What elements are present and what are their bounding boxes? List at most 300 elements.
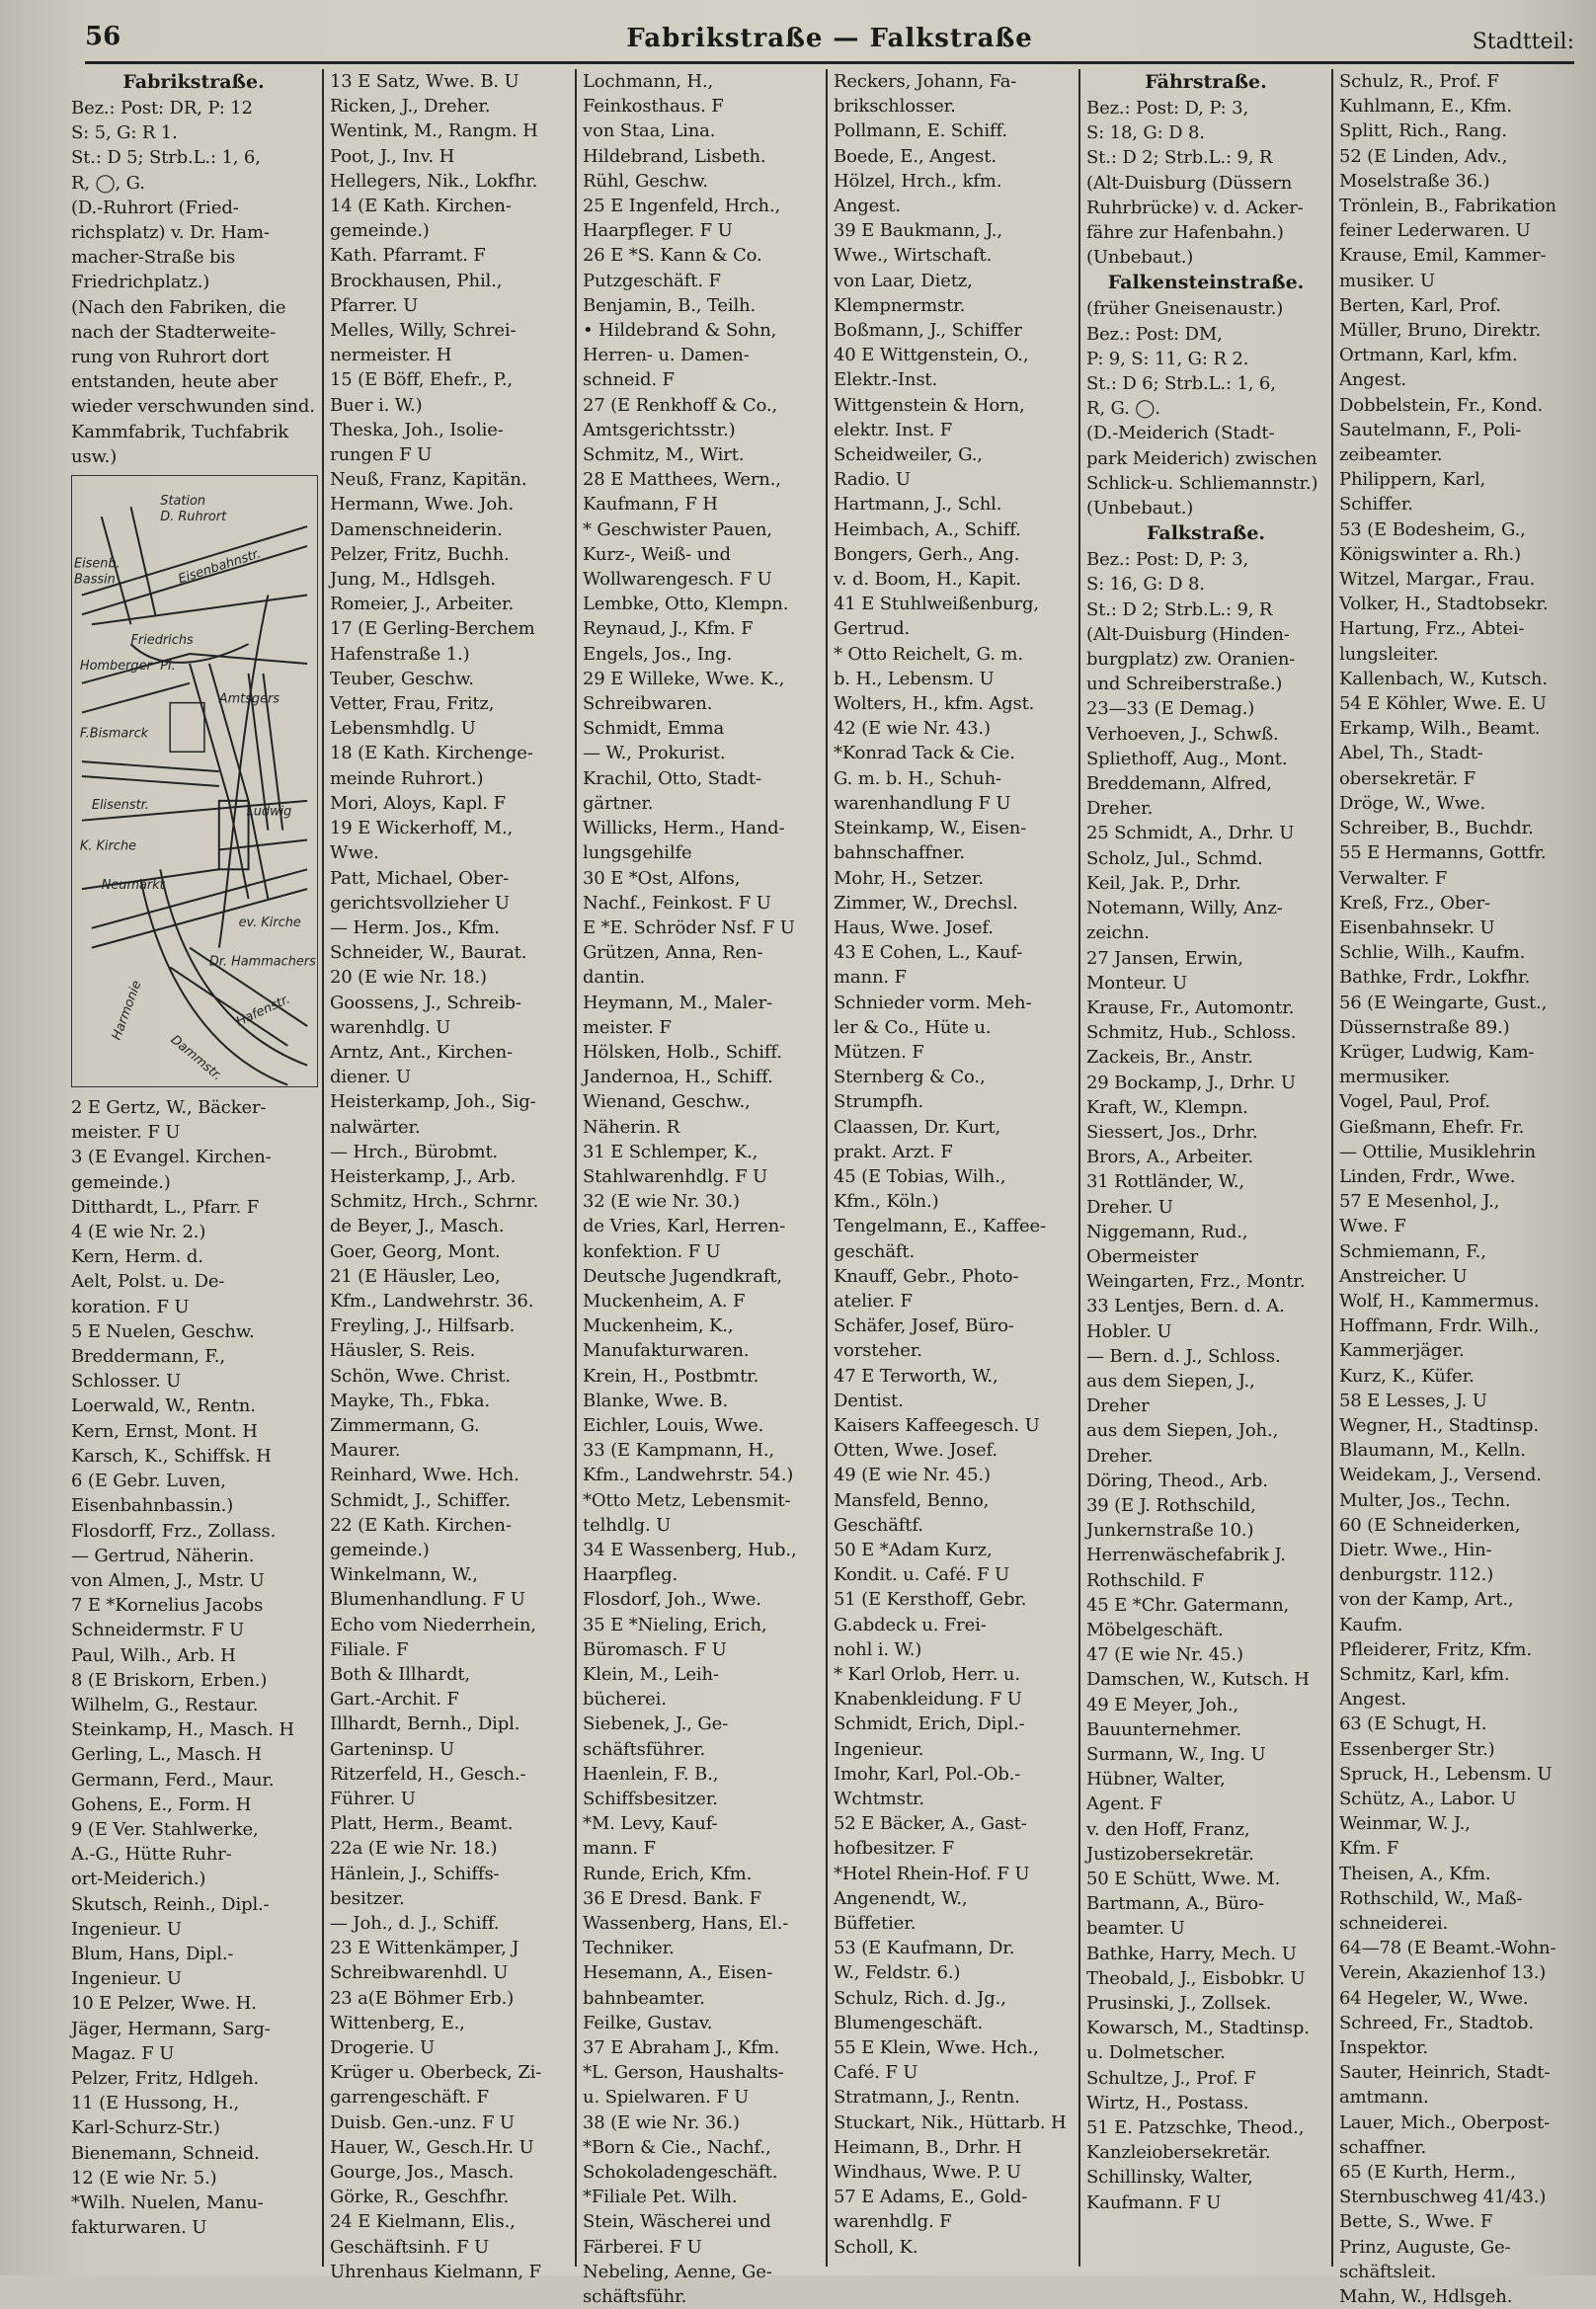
directory-entry: Schmidt, J., Schiffer. bbox=[330, 1489, 511, 1511]
directory-entry: 32 (E wie Nr. 30.) bbox=[583, 1191, 740, 1213]
directory-entry: Rothschild, W., Maß- bbox=[1339, 1887, 1523, 1909]
directory-entry: Flosdorff, Frz., Zollass. bbox=[71, 1520, 277, 1542]
map-label: Ludwig bbox=[246, 804, 292, 820]
directory-entry: Theisen, A., Kfm. bbox=[1339, 1863, 1491, 1884]
directory-entry: Herren- u. Damen- bbox=[583, 345, 750, 366]
directory-entry: Echo vom Niederrhein, bbox=[330, 1614, 536, 1635]
directory-entry: Goer, Georg, Mont. bbox=[330, 1240, 501, 1262]
directory-entry: 25 Schmidt, A., Drhr. U bbox=[1086, 823, 1295, 844]
map-label: Homberger bbox=[79, 658, 152, 674]
directory-entry: Grützen, Anna, Ren- bbox=[583, 942, 763, 964]
directory-entry: 22a (E wie Nr. 18.) bbox=[330, 1838, 498, 1860]
directory-entry: Heimbach, A., Schiff. bbox=[834, 518, 1021, 540]
directory-entry: 23—33 (E Demag.) bbox=[1086, 698, 1255, 720]
directory-entry: bahnschaffner. bbox=[834, 842, 965, 864]
directory-entry: Both & Illhardt, bbox=[330, 1664, 470, 1685]
directory-entry: Kanzleiobersekretär. bbox=[1086, 2142, 1271, 2164]
directory-entry: Angenendt, W., bbox=[834, 1887, 968, 1909]
directory-entry: 53 (E Bodesheim, G., bbox=[1339, 518, 1526, 540]
directory-entry: ort-Meiderich.) bbox=[71, 1869, 206, 1890]
directory-entry: Hübner, Walter, bbox=[1086, 1769, 1226, 1791]
directory-entry: Sautelmann, F., Poli- bbox=[1339, 419, 1522, 440]
directory-entry: Freyling, J., Hilfsarb. bbox=[330, 1315, 516, 1337]
directory-entry: 29 Bockamp, J., Drhr. U bbox=[1086, 1072, 1296, 1093]
directory-entry: Kfm., Landwehrstr. 36. bbox=[330, 1290, 534, 1312]
directory-entry: W., Feldstr. 6.) bbox=[834, 1962, 961, 1984]
directory-entry: Elektr.-Inst. bbox=[834, 369, 938, 391]
directory-entry: Benjamin, B., Teilh. bbox=[583, 294, 757, 316]
directory-entry: Wegner, H., Stadtinsp. bbox=[1339, 1414, 1539, 1436]
directory-entry: Schokoladengeschäft. bbox=[583, 2162, 778, 2184]
directory-entry: * Geschwister Pauen, bbox=[583, 518, 772, 540]
directory-entry: 22 (E Kath. Kirchen- bbox=[330, 1514, 512, 1536]
directory-entry: 9 (E Ver. Stahlwerke, bbox=[71, 1818, 259, 1840]
directory-entry: Mori, Aloys, Kapl. F bbox=[330, 792, 506, 814]
directory-entry: Scheidweiler, G., bbox=[834, 444, 983, 466]
directory-entry: Sternbuschweg 41/43.) bbox=[1339, 2187, 1547, 2208]
directory-entry: 23 a(E Böhmer Erb.) bbox=[330, 1987, 515, 2009]
directory-entry: v. d. Boom, H., Kapit. bbox=[834, 569, 1021, 591]
directory-entry: 27 Jansen, Erwin, bbox=[1086, 947, 1243, 969]
directory-entry: Stuckart, Nik., Hüttarb. H bbox=[834, 2111, 1067, 2133]
directory-entry: 23 E Wittenkämper, J bbox=[330, 1938, 519, 1959]
directory-entry: Schneidermstr. F U bbox=[71, 1620, 245, 1641]
directory-entry: Weinmar, W. J., bbox=[1339, 1813, 1471, 1835]
directory-entry: Steinkamp, W., Eisen- bbox=[834, 818, 1027, 839]
directory-entry: 39 (E J. Rothschild, bbox=[1086, 1494, 1256, 1516]
directory-entry: Kern, Herm. d. bbox=[71, 1246, 203, 1268]
directory-entry: mann. F bbox=[583, 1838, 656, 1860]
directory-entry: Amtsgerichtsstr.) bbox=[583, 419, 736, 440]
directory-entry: G.abdeck u. Frei- bbox=[834, 1614, 987, 1635]
directory-entry: Schiffsbesitzer. bbox=[583, 1789, 718, 1810]
directory-entry: S: 16, G: D 8. bbox=[1086, 574, 1205, 596]
directory-entry: 34 E Wassenberg, Hub., bbox=[583, 1539, 797, 1560]
directory-entry: Büffetier. bbox=[834, 1913, 917, 1935]
directory-entry: 31 Rottländer, W., bbox=[1086, 1171, 1244, 1193]
directory-entry: Wittgenstein & Horn, bbox=[834, 394, 1025, 416]
directory-entry: Hobler. U bbox=[1086, 1320, 1172, 1342]
directory-entry: Herrenwäschefabrik J. bbox=[1086, 1545, 1286, 1566]
directory-entry: (D.-Ruhrort (Fried- bbox=[71, 197, 239, 218]
directory-entry: Brockhausen, Phil., bbox=[330, 270, 503, 291]
directory-entry: Schlie, Wilh., Kaufm. bbox=[1339, 942, 1526, 964]
directory-entry: macher-Straße bis bbox=[71, 247, 236, 269]
directory-entry: garrengeschäft. F bbox=[330, 2087, 489, 2109]
directory-entry: Bez.: Post: D, P: 3, bbox=[1086, 549, 1249, 571]
page-title: Fabrikstraße — Falkstraße bbox=[626, 24, 1033, 53]
directory-entry: gemeinde.) bbox=[330, 1539, 430, 1560]
directory-entry: 47 (E wie Nr. 45.) bbox=[1086, 1644, 1243, 1666]
map-label: K. Kirche bbox=[79, 838, 137, 854]
directory-entry: 64—78 (E Beamt.-Wohn- bbox=[1339, 1938, 1556, 1959]
directory-entry: Wollwarengesch. F U bbox=[583, 569, 772, 591]
directory-entry: de Vries, Karl, Herren- bbox=[583, 1216, 786, 1237]
directory-entry: Königswinter a. Rh.) bbox=[1339, 543, 1521, 565]
directory-entry: Haarpfleg. bbox=[583, 1564, 678, 1586]
directory-entry: wieder verschwunden sind. bbox=[71, 396, 315, 418]
directory-entry: Weingarten, Frz., Montr. bbox=[1086, 1271, 1306, 1293]
directory-entry: Vogel, Paul, Prof. bbox=[1339, 1091, 1490, 1113]
directory-entry: Eisenbahnbassin.) bbox=[71, 1495, 234, 1517]
directory-entry: Pfarrer. U bbox=[330, 294, 419, 316]
directory-entry: (früher Gneisenaustr.) bbox=[1086, 298, 1284, 320]
directory-entry: (Unbebaut.) bbox=[1086, 247, 1194, 269]
directory-entry: Siebenek, J., Ge- bbox=[583, 1713, 729, 1735]
directory-entry: besitzer. bbox=[330, 1887, 405, 1909]
page-number: 56 bbox=[85, 22, 121, 51]
directory-entry: 55 E Klein, Wwe. Hch., bbox=[834, 2037, 1039, 2059]
directory-entry: 27 (E Renkhoff & Co., bbox=[583, 394, 778, 416]
directory-entry: 50 E *Adam Kurz, bbox=[834, 1539, 993, 1560]
directory-entry: E *E. Schröder Nsf. F U bbox=[583, 916, 795, 938]
directory-entry: — Joh., d. J., Schiff. bbox=[330, 1913, 500, 1935]
directory-entry: Kfm., Landwehrstr. 54.) bbox=[583, 1465, 794, 1486]
directory-entry: 40 E Wittgenstein, O., bbox=[834, 345, 1029, 366]
directory-entry: Krüger u. Oberbeck, Zi- bbox=[330, 2062, 542, 2084]
directory-entry: 45 (E Tobias, Wilh., bbox=[834, 1165, 1006, 1187]
directory-entry: Schäfer, Josef, Büro- bbox=[834, 1315, 1014, 1337]
directory-entry: Blanke, Wwe. B. bbox=[583, 1390, 729, 1411]
directory-entry: Häusler, S. Reis. bbox=[330, 1340, 476, 1362]
directory-entry: Damenschneiderin. bbox=[330, 518, 503, 540]
directory-entry: *Otto Metz, Lebensmit- bbox=[583, 1489, 791, 1511]
directory-entry: Schlosser. U bbox=[71, 1371, 182, 1393]
directory-entry: Pelzer, Fritz, Hdlgeh. bbox=[71, 2067, 260, 2089]
directory-entry: Wassenberg, Hans, El.- bbox=[583, 1913, 789, 1935]
directory-entry: beamter. U bbox=[1086, 1918, 1185, 1940]
directory-entry: 11 (E Hussong, H., bbox=[71, 2093, 240, 2114]
directory-entry: Schmidt, Erich, Dipl.- bbox=[834, 1713, 1025, 1735]
directory-entry: Techniker. bbox=[583, 1938, 675, 1959]
column-2 bbox=[324, 69, 577, 2282]
directory-entry: richsplatz) v. Dr. Ham- bbox=[71, 222, 270, 244]
directory-entry: park Meiderich) zwischen bbox=[1086, 447, 1317, 469]
directory-entry: Hafenstraße 1.) bbox=[330, 643, 470, 665]
directory-entry: Buer i. W.) bbox=[330, 394, 423, 416]
directory-entry: Arntz, Ant., Kirchen- bbox=[330, 1041, 514, 1063]
directory-entry: 53 (E Kaufmann, Dr. bbox=[834, 1938, 1015, 1959]
map-label: F.Bismarck bbox=[79, 726, 149, 742]
directory-entry: Wirtz, H., Postass. bbox=[1086, 2092, 1249, 2113]
directory-entry: 13 E Satz, Wwe. B. U bbox=[330, 71, 519, 92]
directory-entry: mann. F bbox=[834, 967, 907, 989]
directory-entry: Gart.-Archit. F bbox=[330, 1689, 459, 1711]
directory-entry: S: 5, G: R 1. bbox=[71, 122, 178, 144]
directory-entry: Schmiemann, F., bbox=[1339, 1240, 1486, 1262]
directory-entry: Trönlein, B., Fabrikation bbox=[1339, 196, 1556, 217]
directory-entry: Bauunternehmer. bbox=[1086, 1718, 1241, 1740]
directory-entry: Friedrichplatz.) bbox=[71, 272, 210, 293]
directory-entry: Wwe. F bbox=[1339, 1216, 1406, 1237]
directory-entry: * Otto Reichelt, G. m. bbox=[834, 643, 1023, 665]
directory-entry: Agent. F bbox=[1086, 1793, 1162, 1815]
directory-entry: Windhaus, Wwe. P. U bbox=[834, 2162, 1021, 2184]
directory-entry: 19 E Wickerhoff, M., bbox=[330, 818, 514, 839]
directory-entry: Haarpfleger. F U bbox=[583, 220, 733, 242]
directory-entry: warenhdlg. F bbox=[834, 2211, 952, 2233]
directory-entry: *Wilh. Nuelen, Manu- bbox=[71, 2191, 264, 2213]
directory-entry: Sternberg & Co., bbox=[834, 1067, 986, 1088]
directory-entry: Schillinsky, Walter, bbox=[1086, 2167, 1253, 2189]
directory-entry: Hölzel, Hrch., kfm. bbox=[834, 170, 1002, 192]
map-label: Eisenb. bbox=[73, 556, 120, 572]
directory-entry: nalwärter. bbox=[330, 1116, 421, 1138]
directory-entry: 57 E Adams, E., Gold- bbox=[834, 2187, 1028, 2208]
directory-entry: Jung, M., Hdlsgeh. bbox=[330, 569, 496, 591]
directory-entry: 15 (E Böff, Ehefr., P., bbox=[330, 369, 513, 391]
directory-entry: Nebeling, Aenne, Ge- bbox=[583, 2261, 772, 2282]
directory-entry: 29 E Willeke, Wwe. K., bbox=[583, 668, 785, 689]
directory-entry: Pelzer, Fritz, Buchh. bbox=[330, 543, 510, 565]
directory-entry: Prusinski, J., Zollsek. bbox=[1086, 1993, 1272, 2015]
directory-entry: Mohr, H., Setzer. bbox=[834, 867, 984, 889]
directory-entry: Ritzerfeld, H., Gesch.- bbox=[330, 1763, 526, 1785]
directory-entry: warenhandlung F U bbox=[834, 792, 1011, 814]
directory-entry: Mützen. F bbox=[834, 1041, 924, 1063]
directory-entry: Filiale. F bbox=[330, 1638, 409, 1660]
directory-entry: Kallenbach, W., Kutsch. bbox=[1339, 668, 1548, 689]
directory-entry: 52 E Bäcker, A., Gast- bbox=[834, 1813, 1027, 1835]
directory-entry: Teuber, Geschw. bbox=[330, 668, 474, 689]
directory-entry: Dentist. bbox=[834, 1390, 904, 1411]
directory-entry: Wentink, M., Rangm. H bbox=[330, 120, 538, 142]
map-label: Friedrichs bbox=[130, 633, 194, 649]
column-4 bbox=[828, 69, 1080, 2267]
directory-entry: Muckenheim, K., bbox=[583, 1315, 734, 1337]
directory-entry: Vetter, Frau, Fritz, bbox=[330, 693, 495, 715]
directory-entry: Haenlein, F. B., bbox=[583, 1763, 719, 1785]
directory-entry: Bathke, Frdr., Lokfhr. bbox=[1339, 967, 1531, 989]
directory-entry: Witzel, Margar., Frau. bbox=[1339, 569, 1536, 591]
directory-entry: Dietr. Wwe., Hin- bbox=[1339, 1539, 1492, 1560]
directory-entry: 18 (E Kath. Kirchenge- bbox=[330, 743, 533, 764]
directory-entry: Blumengeschäft. bbox=[834, 2012, 984, 2033]
directory-entry: Gohens, E., Form. H bbox=[71, 1793, 252, 1815]
directory-entry: Boßmann, J., Schiffer bbox=[834, 320, 1022, 342]
directory-entry: 58 E Lesses, J. U bbox=[1339, 1390, 1487, 1411]
directory-entry: Loerwald, W., Rentn. bbox=[71, 1395, 256, 1417]
directory-entry: 5 E Nuelen, Geschw. bbox=[71, 1320, 255, 1342]
directory-entry: telhdlg. U bbox=[583, 1514, 672, 1536]
directory-entry: Krause, Emil, Kammer- bbox=[1339, 245, 1547, 267]
directory-entry: Schiffer. bbox=[1339, 494, 1413, 516]
directory-entry: Lebensmhdlg. U bbox=[330, 718, 476, 740]
directory-entry: — Herm. Jos., Kfm. bbox=[330, 916, 500, 938]
directory-entry: mermusiker. bbox=[1339, 1067, 1451, 1088]
directory-entry: nach der Stadterweite- bbox=[71, 321, 277, 343]
directory-entry: Kurz-, Weiß- und bbox=[583, 543, 731, 565]
directory-entry: Tengelmann, E., Kaffee- bbox=[834, 1216, 1046, 1237]
directory-entry: 21 (E Häusler, Leo, bbox=[330, 1265, 501, 1287]
directory-entry: *Filiale Pet. Wilh. bbox=[583, 2187, 738, 2208]
directory-entry: Ingenieur. bbox=[834, 1738, 924, 1760]
directory-entry: Patt, Michael, Ober- bbox=[330, 867, 510, 889]
directory-entry: Klempnermstr. bbox=[834, 294, 966, 316]
directory-entry: Dreher. bbox=[1086, 1445, 1154, 1467]
directory-entry: Aelt, Polst. u. De- bbox=[71, 1271, 225, 1293]
directory-entry: Dreher. U bbox=[1086, 1196, 1173, 1218]
directory-entry: bahnbeamter. bbox=[583, 1987, 705, 2009]
directory-entry: Abel, Th., Stadt- bbox=[1339, 743, 1483, 764]
directory-entry: (Nach den Fabriken, die bbox=[71, 296, 286, 318]
directory-entry: Karl-Schurz-Str.) bbox=[71, 2117, 220, 2139]
directory-entry: Kammerjäger. bbox=[1339, 1340, 1465, 1362]
directory-entry: Scholz, Jul., Schmd. bbox=[1086, 847, 1263, 869]
directory-entry: Wwe. bbox=[330, 842, 379, 864]
directory-entry: Ricken, J., Dreher. bbox=[330, 96, 491, 118]
directory-entry: nermeister. H bbox=[330, 345, 452, 366]
directory-entry: Drogerie. U bbox=[330, 2037, 436, 2059]
directory-entry: Krüger, Ludwig, Kam- bbox=[1339, 1041, 1535, 1063]
directory-entry: Wilhelm, G., Restaur. bbox=[71, 1694, 259, 1715]
directory-entry: Neuß, Franz, Kapitän. bbox=[330, 469, 527, 491]
directory-entry: Schmitz, Hub., Schloss. bbox=[1086, 1022, 1297, 1044]
directory-entry: Reinhard, Wwe. Hch. bbox=[330, 1465, 519, 1486]
directory-entry: 7 E *Kornelius Jacobs bbox=[71, 1595, 264, 1617]
directory-entry: 25 E Ingenfeld, Hrch., bbox=[583, 196, 781, 217]
directory-entry: 63 (E Schugt, H. bbox=[1339, 1713, 1487, 1735]
directory-entry: 56 (E Weingarte, Gust., bbox=[1339, 992, 1548, 1013]
directory-columns bbox=[65, 69, 1576, 2308]
directory-entry: von der Kamp, Art., bbox=[1339, 1589, 1514, 1611]
directory-entry: Wwe., Wirtschaft. bbox=[834, 245, 993, 267]
directory-entry: Imohr, Karl, Pol.-Ob.- bbox=[834, 1763, 1021, 1785]
directory-entry: Spliethoff, Aug., Mont. bbox=[1086, 748, 1288, 769]
directory-entry: 47 E Terworth, W., bbox=[834, 1365, 998, 1387]
directory-entry: burgplatz) zw. Oranien- bbox=[1086, 649, 1296, 671]
directory-entry: Siessert, Jos., Drhr. bbox=[1086, 1121, 1258, 1143]
directory-entry: Heimann, B., Drhr. H bbox=[834, 2136, 1022, 2158]
directory-entry: atelier. F bbox=[834, 1290, 913, 1312]
directory-entry: Uhrenhaus Kielmann, F bbox=[330, 2261, 541, 2282]
directory-entry: Justizobersekretär. bbox=[1086, 1843, 1254, 1865]
directory-entry: Angest. bbox=[1339, 369, 1406, 391]
directory-entry: Kurz, K., Küfer. bbox=[1339, 1365, 1475, 1387]
directory-entry: Anstreicher. U bbox=[1339, 1265, 1468, 1287]
directory-entry: u. Dolmetscher. bbox=[1086, 2042, 1226, 2064]
directory-entry: Klein, M., Leih- bbox=[583, 1664, 719, 1685]
directory-entry: Färberei. F U bbox=[583, 2236, 702, 2258]
directory-entry: Niggemann, Rud., bbox=[1086, 1221, 1248, 1242]
directory-entry: denburgstr. 112.) bbox=[1339, 1564, 1494, 1586]
directory-entry: Schulz, Rich. d. Jg., bbox=[834, 1987, 1006, 2009]
directory-entry: St.: D 2; Strb.L.: 9, R bbox=[1086, 598, 1273, 620]
directory-entry: Jandernoa, H., Schiff. bbox=[583, 1067, 773, 1088]
directory-entry: 42 (E wie Nr. 43.) bbox=[834, 718, 991, 740]
directory-entry: Reynaud, J., Kfm. F bbox=[583, 618, 754, 640]
directory-entry: Hartmann, J., Schl. bbox=[834, 494, 1002, 516]
directory-entry: nohl i. W.) bbox=[834, 1638, 922, 1660]
directory-entry: *Born & Cie., Nachf., bbox=[583, 2136, 771, 2158]
directory-entry: Inspektor. bbox=[1339, 2037, 1428, 2059]
directory-entry: 49 (E wie Nr. 45.) bbox=[834, 1465, 991, 1486]
directory-entry: rung von Ruhrort dort bbox=[71, 347, 270, 368]
directory-entry: Karsch, K., Schiffsk. H bbox=[71, 1445, 272, 1467]
directory-entry: Schlick-u. Schliemannstr.) bbox=[1086, 472, 1318, 494]
directory-entry: (Alt-Duisburg (Düssern bbox=[1086, 172, 1293, 194]
directory-entry: Dröge, W., Wwe. bbox=[1339, 792, 1486, 814]
directory-entry: Notemann, Willy, Anz- bbox=[1086, 898, 1283, 919]
directory-entry: de Beyer, J., Masch. bbox=[330, 1216, 505, 1237]
directory-entry: Kaufmann, F H bbox=[583, 494, 718, 516]
directory-entry: Prinz, Auguste, Ge- bbox=[1339, 2236, 1511, 2258]
directory-entry: Müller, Bruno, Direktr. bbox=[1339, 320, 1542, 342]
directory-entry: Berten, Karl, Prof. bbox=[1339, 294, 1501, 316]
directory-entry: Görke, R., Geschfhr. bbox=[330, 2187, 510, 2208]
directory-entry: von Almen, J., Mstr. U bbox=[71, 1569, 265, 1591]
column-6 bbox=[1333, 69, 1576, 2308]
directory-entry: Hänlein, J., Schiffs- bbox=[330, 1863, 500, 1884]
directory-entry: Stahlwarenhdlg. F U bbox=[583, 1165, 768, 1187]
directory-entry: von Laar, Dietz, bbox=[834, 270, 973, 291]
directory-entry: 41 E Stuhlweißenburg, bbox=[834, 594, 1039, 615]
directory-entry: Essenberger Str.) bbox=[1339, 1738, 1495, 1760]
directory-entry: Stein, Wäscherei und bbox=[583, 2211, 771, 2233]
directory-entry: Skutsch, Reinh., Dipl.- bbox=[71, 1893, 270, 1915]
map-label: Pl. bbox=[160, 658, 176, 674]
directory-entry: Kfm., Köln.) bbox=[834, 1191, 939, 1213]
directory-entry: meister. F U bbox=[71, 1122, 181, 1144]
directory-entry: 54 E Köhler, Wwe. E. U bbox=[1339, 693, 1547, 715]
directory-entry: Spruck, H., Lebensm. U bbox=[1339, 1763, 1553, 1785]
map-label: Dammstr. bbox=[167, 1032, 225, 1084]
directory-entry: u. Spielwaren. F U bbox=[583, 2087, 750, 2109]
directory-entry: (D.-Meiderich (Stadt- bbox=[1086, 423, 1275, 444]
directory-entry: Stratmann, J., Rentn. bbox=[834, 2087, 1020, 2109]
directory-entry: — Ottilie, Musiklehrin bbox=[1339, 1141, 1536, 1162]
directory-entry: *L. Gerson, Haushalts- bbox=[583, 2062, 784, 2084]
directory-entry: Schreed, Fr., Stadtob. bbox=[1339, 2012, 1534, 2033]
directory-entry: 65 (E Kurth, Herm., bbox=[1339, 2162, 1516, 2184]
directory-entry: *M. Levy, Kauf- bbox=[583, 1813, 718, 1835]
directory-entry: S: 18, G: D 8. bbox=[1086, 122, 1205, 144]
directory-entry: Gertrud. bbox=[834, 618, 911, 640]
column-5 bbox=[1080, 69, 1333, 2267]
directory-entry: Romeier, J., Arbeiter. bbox=[330, 594, 515, 615]
directory-entry: Knauff, Gebr., Photo- bbox=[834, 1265, 1019, 1287]
directory-entry: Mayke, Th., Fbka. bbox=[330, 1390, 490, 1411]
directory-entry: Blum, Hans, Dipl.- bbox=[71, 1943, 234, 1964]
directory-entry: Manufakturwaren. bbox=[583, 1340, 750, 1362]
directory-entry: (Alt-Duisburg (Hinden- bbox=[1086, 623, 1290, 645]
directory-entry: Eichler, Louis, Wwe. bbox=[583, 1414, 764, 1436]
directory-entry: Schmitz, Karl, kfm. bbox=[1339, 1664, 1510, 1685]
directory-entry: obersekretär. F bbox=[1339, 767, 1476, 789]
directory-entry: 6 (E Gebr. Luven, bbox=[71, 1471, 226, 1492]
directory-entry: Pollmann, E. Schiff. bbox=[834, 120, 1007, 142]
directory-entry: Weidekam, J., Versend. bbox=[1339, 1465, 1542, 1486]
directory-entry: Melles, Willy, Schrei- bbox=[330, 320, 517, 342]
directory-entry: Volker, H., Stadtobsekr. bbox=[1339, 594, 1549, 615]
directory-entry: Otten, Wwe. Josef. bbox=[834, 1440, 998, 1462]
street-heading: Falkstraße. bbox=[1146, 522, 1266, 545]
directory-entry: Winkelmann, W., bbox=[330, 1564, 478, 1586]
directory-entry: vorsteher. bbox=[834, 1340, 922, 1362]
directory-entry: Kaufm. bbox=[1339, 1614, 1403, 1635]
map-label: Hafenstr. bbox=[233, 992, 293, 1030]
directory-entry: von Staa, Lina. bbox=[583, 120, 716, 142]
directory-entry: Damschen, W., Kutsch. H bbox=[1086, 1669, 1310, 1691]
directory-entry: 24 E Kielmann, Elis., bbox=[330, 2211, 516, 2233]
directory-entry: Schreiber, B., Buchdr. bbox=[1339, 818, 1534, 839]
directory-entry: R, G. ◯. bbox=[1086, 398, 1160, 420]
directory-entry: schäftsführ. bbox=[583, 2286, 687, 2308]
directory-entry: Ingenieur. U bbox=[71, 1918, 182, 1940]
directory-entry: Philippern, Karl, bbox=[1339, 469, 1486, 491]
directory-entry: 43 E Cohen, L., Kauf- bbox=[834, 942, 1023, 964]
directory-entry: Platt, Herm., Beamt. bbox=[330, 1813, 514, 1835]
